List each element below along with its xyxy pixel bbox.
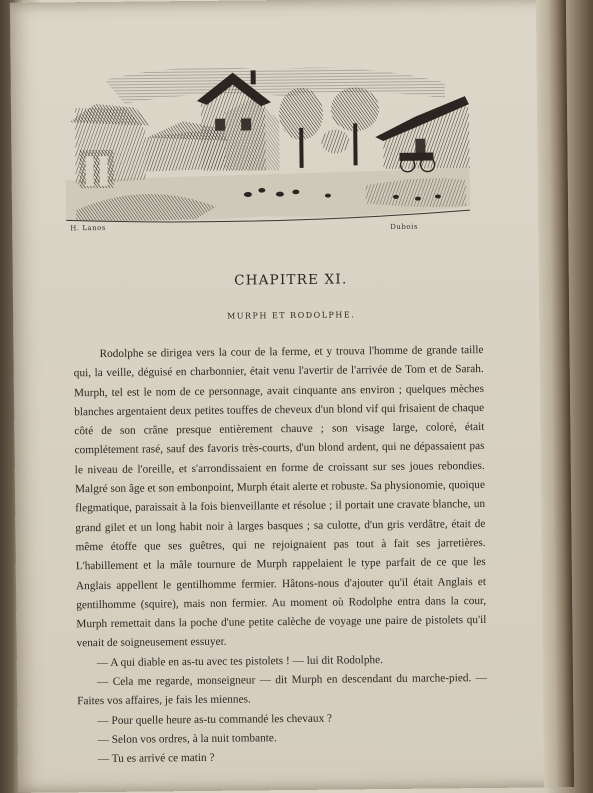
- book-page: [10, 0, 574, 793]
- dialogue-line: — Cela me regarde, monseigneur — dit Murph en descendant du marche-pied. — Faites vos affaires, je fais les miennes.: [77, 672, 488, 708]
- chapter-title: CHAPITRE XI.: [234, 271, 348, 289]
- dialogue-line: — A qui diable en as-tu avec tes pistolets ! — lui dit Rodolphe.: [96, 653, 383, 669]
- dialogue-line: — Selon vos ordres, à la nuit tombante.: [97, 732, 277, 746]
- opening-paragraph: Rodolphe se dirigea vers la cour de la ferme, et y trouva l'homme de grande taille qui, la veille, déguisé en charbonnier, était venu l'avertir de l'arrivée de Tom et de Sarah. Murph, tel est le nom de ce personnage, avait cinquante ans environ ; quelques mèches blanches argentaient deux petites touffes de cheveux d'un blond vif qui frisaient de chaque côté de son crâne presque entièrement chauve ; son visage large, coloré, était complétement rasé, sauf des favoris très-courts, d'un blond ardent, qui ne dépassaient pas le niveau de l'oreille, et s'arrondissaient en forme de croissant sur ses joues rebondies. Malgré son âge et son embonpoint, Murph était alerte et robuste. Sa physionomie, quoique flegmatique, paraissait à la fois bienveillante et résolue ; il portait une cravate blanche, un grand gilet et un long habit noir à larges basques ; sa culotte, d'un gris verdâtre, était de même étoffe que ses guêtres, qui ne rejoignaient pas tout à fait ses jarretières. L'habillement et la mâle tournure de Murph rappelaient le type parfait de ce que les Anglais appellent le gentilhomme fermier. Hâtons-nous d'ajouter qu'il était Anglais et gentilhomme (squire), mais non fermier. Au moment où Rodolphe entra dans la cour, Murph remettait dans la poche d'une petite calèche de voyage une paire de pistolets qu'il venait de soigneusement essuyer.: [73, 343, 487, 650]
- body-text: [73, 341, 487, 770]
- illustration-credit-left: H. Lanos: [70, 223, 106, 233]
- farmyard-illustration: [64, 56, 470, 228]
- dialogue-line: — Tu es arrivé ce matin ?: [97, 752, 215, 766]
- illustration-credit-right: Dubois: [390, 222, 418, 231]
- dialogue-line: — Pour quelle heure as-tu commandé les chevaux ?: [97, 712, 333, 727]
- page-edge: [536, 0, 574, 787]
- chapter-subtitle: MURPH ET RODOLPHE.: [227, 310, 356, 321]
